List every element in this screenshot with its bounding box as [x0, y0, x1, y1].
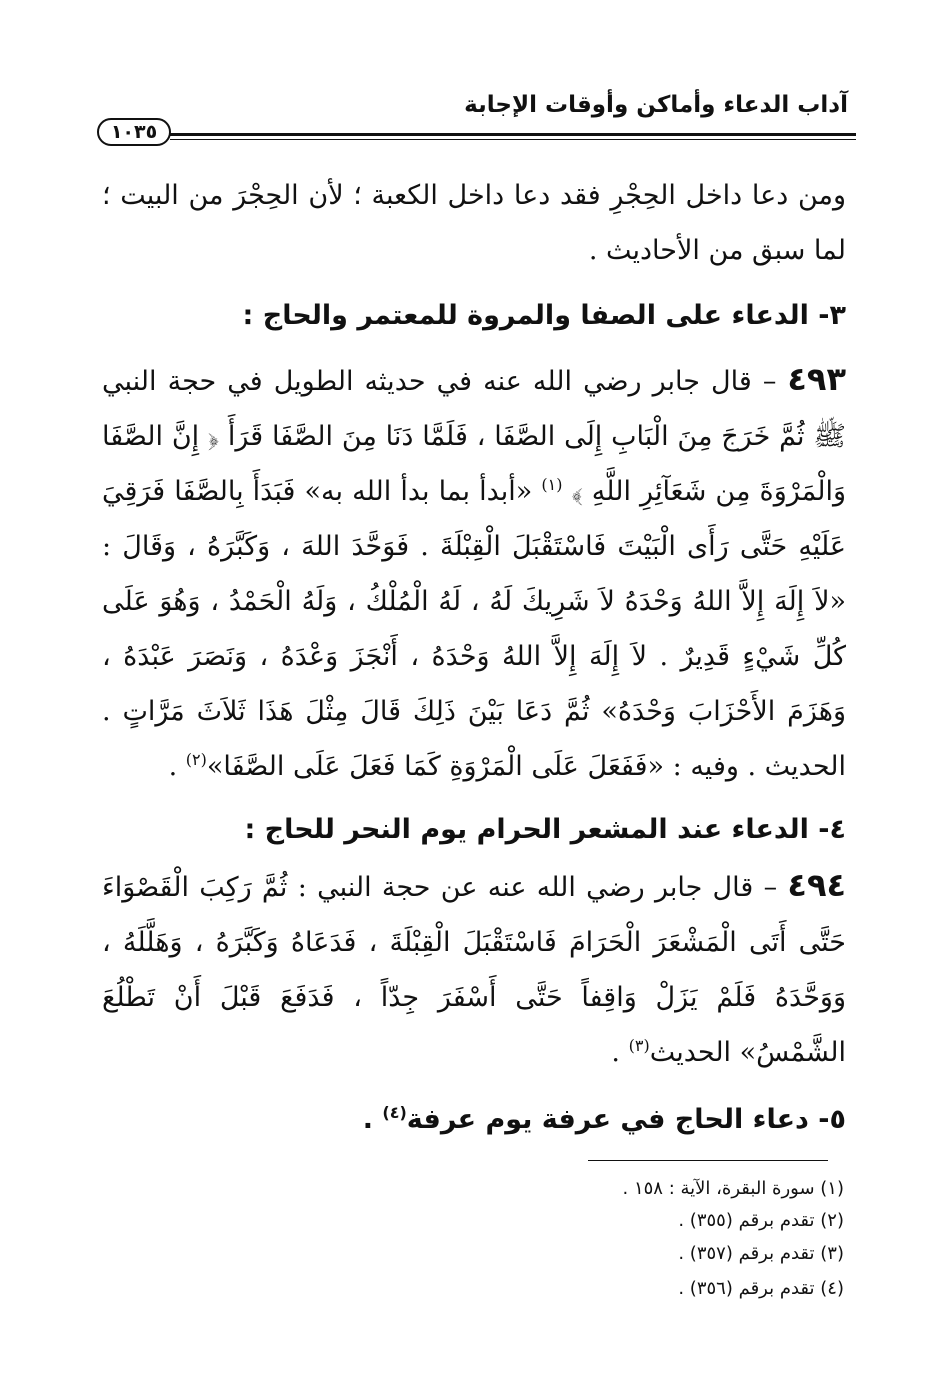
hadith-494-text: – قال جابر رضي الله عنه عن حجة النبي : ثُمَّ رَكِبَ الْقَصْوَاءَ حَتَّى أَتَى الْمَشْعَرَ الْحَرَامَ فَاسْتَقْبَلَ الْقِبْلَةَ ، فَدَعَاهُ وَكَبَّرَهُ ، وَهَلَّلَهُ ، وَوَحَّدَهُ فَلَمْ يَزَلْ وَاقِفاً حَتَّى أَسْفَرَ جِدّاً ، فَدَفَعَ قَبْلَ أَنْ تَطْلُعَ الشَّمْسُ» الحديث: [102, 872, 846, 1068]
footnote-ref-2: (٢): [185, 750, 207, 769]
footnote-ref-3: (٣): [628, 1036, 650, 1055]
intro-paragraph: ومن دعا داخل الحِجْرِ فقد دعا داخل الكعبة ؛ لأن الحِجْرَ من البيت ؛ لما سبق من الأحاديث .: [102, 180, 846, 266]
hadith-493-end: .: [168, 751, 186, 782]
hadith-number-493: ٤٩٣: [787, 360, 846, 398]
hadith-494-paragraph: [102, 858, 846, 1080]
footnote-4: (٤) تقدم برقم (٣٥٦) .: [678, 1278, 844, 1299]
footnote-2: (٢) تقدم برقم (٣٥٥) .: [678, 1210, 844, 1231]
header-rule-thick: [170, 133, 856, 136]
page-number-badge: ١٠٣٥: [97, 118, 171, 146]
hadith-493-text-continued: «أبدأ بما بدأ الله به» فَبَدَأَ بِالصَّفَا فَرَقِيَ عَلَيْهِ حَتَّى رَأَى الْبَيْتَ فَاسْتَقْبَلَ الْقِبْلَةَ . فَوَحَّدَ اللهَ ، وَكَبَّرَهُ ، وَقَالَ : «لاَ إِلَهَ إِلاَّ اللهُ وَحْدَهُ لاَ شَرِيكَ لَهُ ، لَهُ الْمُلْكُ ، وَلَهُ الْحَمْدُ ، وَهُوَ عَلَى كُلِّ شَيْءٍ قَدِيرٌ . لاَ إِلَهَ إِلاَّ اللهُ وَحْدَهُ ، أَنْجَزَ وَعْدَهُ ، وَنَصَرَ عَبْدَهُ ، وَهَزَمَ الأَحْزَابَ وَحْدَهُ» ثُمَّ دَعَا بَيْنَ ذَلِكَ قَالَ مِثْلَ هَذَا ثَلاَثَ مَرَّاتٍ . الحديث . وفيه : «فَفَعَلَ عَلَى الْمَرْوَةِ كَمَا فَعَلَ عَلَى الصَّفَا»: [102, 476, 846, 782]
footnote-separator: [588, 1160, 828, 1161]
header-rule-thin: [170, 139, 856, 140]
section-heading-5: [102, 1100, 846, 1140]
running-title: آداب الدعاء وأماكن وأوقات الإجابة: [464, 92, 848, 118]
hadith-493-text: – قال جابر رضي الله عنه في حديثه الطويل في حجة النبي ﷺ ثُمَّ خَرَجَ مِنَ الْبَابِ إِلَى الصَّفَا ، فَلَمَّا دَنَا مِنَ الصَّفَا قَرَأَ ﴿ إِنَّ الصَّفَا وَالْمَرْوَةَ مِن شَعَآئِرِ اللَّهِ ﴾: [102, 366, 847, 507]
footnote-ref-1: (١): [541, 475, 563, 494]
hadith-number-494: ٤٩٤: [787, 866, 846, 904]
footnote-ref-4: (٤): [382, 1103, 407, 1122]
section-heading-4: ٤- الدعاء عند المشعر الحرام يوم النحر للحاج :: [244, 814, 846, 845]
hadith-494-end: .: [611, 1037, 629, 1068]
hadith-493-paragraph: [102, 352, 846, 794]
section-heading-5-end: .: [362, 1104, 383, 1135]
footnote-1: (١) سورة البقرة، الآية : ١٥٨ .: [622, 1178, 844, 1199]
section-heading-5-text: ٥- دعاء الحاج في عرفة يوم عرفة: [406, 1104, 846, 1135]
section-heading-3: ٣- الدعاء على الصفا والمروة للمعتمر والحاج :: [242, 300, 846, 331]
footnote-3: (٣) تقدم برقم (٣٥٧) .: [678, 1243, 844, 1264]
